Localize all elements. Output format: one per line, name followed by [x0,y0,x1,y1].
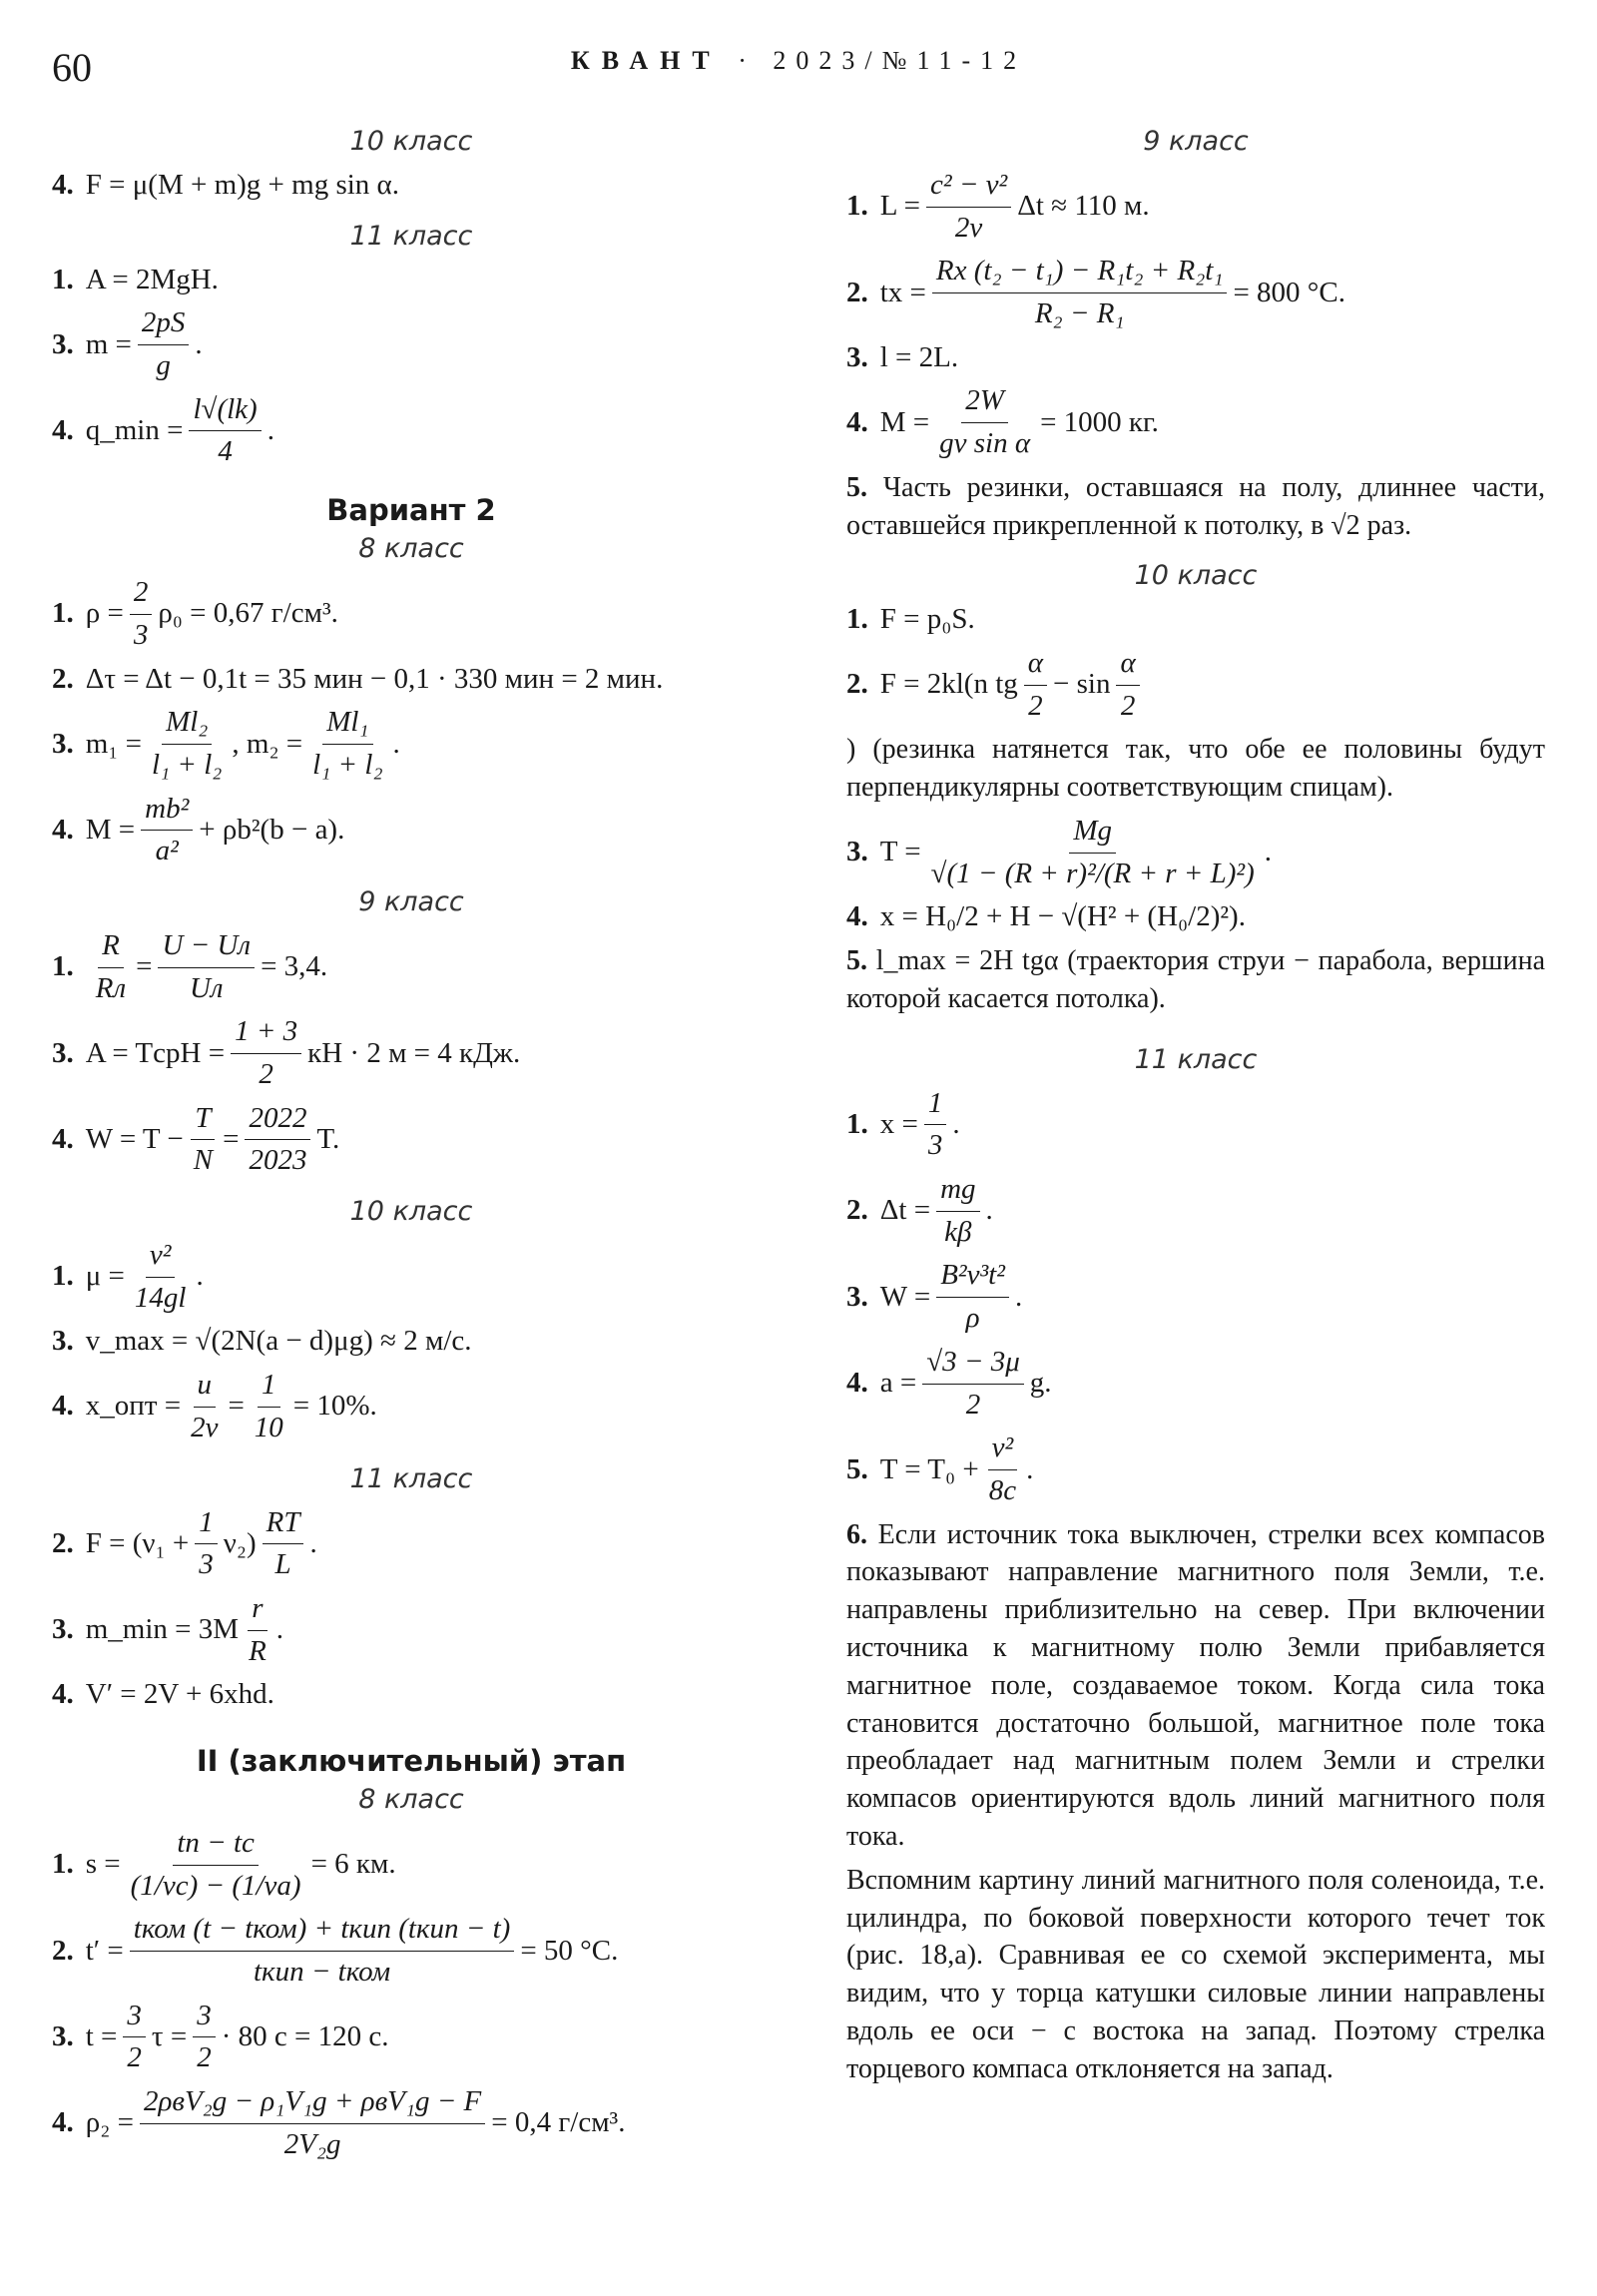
fraction: $\frac{\alpha}{2}$ [1116,645,1139,725]
fraction: $\frac{\text{c² − v²}}{2v}$ [926,167,1011,247]
answer: 3. m = $\frac{2pS}{g}$ . [52,304,771,384]
answer: 5. T = T₀ + $\frac{\text{v²}}{8c}$ . [846,1430,1545,1509]
answer: 4. x = H₀/2 + H − √(H² + (H₀/2)²). [846,900,1246,933]
answer: 1. F = p₀S. [846,603,975,636]
answer: 2. Δt = $\frac{mg}{k\beta}$ . [846,1171,1545,1251]
fraction: $\frac{\text{Rx (t₂ − t₁) − R₁t₂ + R₂t₁}}{\text{R₂ − R₁}}$ [932,253,1228,332]
fraction: $\frac{mg}{k\beta}$ [936,1171,979,1251]
section-heading: 11 класс [349,1462,473,1494]
section-heading: 10 класс [349,126,473,157]
answer: 4. ρ₂ = $\frac{\text{2ρвV₂g − ρ₁V₁g + ρвV₁g − F}}{\text{2V₂g}}$ = 0,4 г/см³. [52,2083,771,2163]
answer: 2. F = (ν₁ + $\frac{1}{3}$ ν₂) $\frac{RT}{L}$ . [52,1504,771,1584]
section-heading: 8 класс [358,533,464,565]
journal-title [0,46,1597,76]
answer: 4. q_min = $\frac{l√(lk)}{4}$ . [52,391,771,471]
answer: 3. t = $\frac{3}{2}$ τ = $\frac{3}{2}$ · 80 с = 120 с. [52,1998,771,2077]
answer: 4. M = $\frac{\text{mb²}}{\text{a²}}$ + ρb²(b − a). [52,791,771,870]
fraction: $\frac{\text{B²v³t²}}{\rho}$ [936,1257,1009,1337]
answer: 2. t′ = $\frac{\text{tком (t − tком) + tкип (tкип − t)}}{\text{tкип − tком}}$ = 50 °С. [52,1911,771,1991]
answer: 5. Часть резинки, оставшаяся на полу, длиннее части, оставшейся прикрепленной к потолку, в √2 раз. [846,471,1546,541]
fraction: $\frac{2pS}{g}$ [138,304,190,384]
fraction: $\frac{1}{3}$ [195,1504,218,1584]
answer: 1. L = $\frac{\text{c² − v²}}{2v}$ Δt ≈ 110 м. [846,167,1545,247]
fraction: $\frac{1 + 3}{2}$ [231,1013,301,1093]
fraction: $\frac{√3 - 3\mu}{2}$ [922,1344,1024,1424]
answer: 4. x_опт = $\frac{u}{2v}$ = $\frac{1}{10}$ = 10%. [52,1367,771,1446]
answer: 1. ρ = $\frac{2}{3}$ ρ₀ = 0,67 г/см³. [52,574,771,654]
answer: 2. F = 2kl(n tg $\frac{\alpha}{2}$ − sin $\frac{\alpha}{2}$ [846,645,1545,725]
answer: 6. Если источник тока выключен, стрелки всех компасов показывают направление магнитного поля Земли, т.е. направлены приблизительно на север. При включении источника к магнитному полю Земли прибавляется магнитное поле, создаваемое током. Когда сила тока становится достаточно большой, магнитное поле тока преобладает над магнитным полем Земли и стрелки компасов ориентируются вдоль линий магнитного поля тока. [846,1518,1546,1852]
fraction: $\frac{l√(lk)}{4}$ [189,391,261,471]
fraction: $\frac{Mg}{\text{√(1 − (R + r)²/(R + r + L)²)}}$ [930,815,1255,889]
answer: 2. Δτ = Δt − 0,1t = 35 мин − 0,1 · 330 мин = 2 мин. [52,662,664,695]
answer: 3. v_max = √(2N(a − d)μg) ≈ 2 м/с. [52,1325,472,1358]
answer: 3. m₁ = $\frac{\text{Ml₂}}{\text{l₁ + l₂}}$ , m₂ = $\frac{\text{Ml₁}}{\text{l₁ + l₂}}$ . [52,704,771,784]
fraction: $\frac{\text{Ml₁}}{\text{l₁ + l₂}}$ [312,706,383,781]
fraction: $\frac{\text{Ml₂}}{\text{l₁ + l₂}}$ [152,706,223,781]
fraction: $\frac{3}{2}$ [193,1998,216,2077]
journal-issue: · 2023/№11-12 [738,46,1027,75]
answer: 5. l_max = 2H tgα (траектория струи − парабола, вершина которой касается потолка). [846,945,1546,1014]
answer: 4. a = $\frac{√3 - 3\mu}{2}$ g. [846,1344,1545,1424]
section-heading: 9 класс [1143,126,1249,157]
fraction: $\frac{\text{v²}}{8c}$ [988,1432,1017,1506]
fraction: $\frac{3}{2}$ [123,1998,146,2077]
section-heading: 9 класс [358,885,464,917]
left-column [52,110,771,2169]
fraction: $\frac{r}{R}$ [249,1591,266,1667]
section-heading: 11 класс [349,220,473,252]
fraction: $\frac{\text{v²}}{14gl}$ [134,1239,187,1314]
stage-heading: II (заключительный) этап [196,1743,627,1778]
fraction: $\frac{tп - tс}{(1/vс) - (1/vа)}$ [130,1826,301,1902]
fraction: $\frac{RT}{L}$ [263,1504,304,1584]
fraction: $\frac{\text{mb²}}{\text{a²}}$ [141,791,193,870]
answer: 2. tx = $\frac{\text{Rx (t₂ − t₁) − R₁t₂ + R₂t₁}}{\text{R₂ − R₁}}$ = 800 °С. [846,253,1545,332]
answer: 4. W = T − $\frac{T}{N}$ = $\frac{2022}{2023}$ T. [52,1100,771,1180]
page-number: 60 [52,45,92,90]
section-heading: 11 класс [1134,1043,1258,1075]
fraction: $\frac{T}{N}$ [190,1100,217,1180]
journal-name: КВАНТ [570,46,722,75]
answer: 3. m_min = 3M $\frac{r}{R}$ . [52,1590,771,1670]
fraction: $\frac{2W}{\text{gv sin α}}$ [939,384,1031,460]
answer: 3. W = $\frac{\text{B²v³t²}}{\rho}$ . [846,1257,1545,1337]
fraction: $\frac{2022}{2023}$ [245,1100,310,1180]
right-column [846,110,1545,2094]
variant-heading: Вариант 2 [326,493,496,528]
answer: 1. x = $\frac{1}{3}$ . [846,1085,1545,1165]
fraction: $\frac{2}{3}$ [130,574,153,654]
answer: 4. V′ = 2V + 6xhd. [52,1678,274,1711]
fraction: $\frac{U - Uл}{Uл}$ [158,927,255,1007]
answer: 1. μ = $\frac{\text{v²}}{14gl}$ . [52,1237,771,1317]
section-heading: 8 класс [358,1783,464,1815]
fraction: $\frac{R}{Rл}$ [95,928,127,1004]
answer: 4. M = $\frac{2W}{\text{gv sin α}}$ = 1000 кг. [846,382,1545,462]
answer: 3. A = TсрH = $\frac{1 + 3}{2}$ кН · 2 м = 4 кДж. [52,1013,771,1093]
answer: 1. A = 2MgH. [52,263,219,295]
fraction: $\frac{\text{2ρвV₂g − ρ₁V₁g + ρвV₁g − F}}{\text{2V₂g}}$ [140,2083,485,2163]
fraction: $\frac{1}{10}$ [254,1369,283,1443]
page-header [0,0,1597,120]
answer: 1. s = $\frac{tп - tс}{(1/vс) - (1/vа)}$ = 6 км. [52,1825,771,1905]
answer-paragraph: Вспомним картину линий магнитного поля соленоида, т.е. цилиндра, по боковой поверхности которого течет ток (рис. 18,а). Сравнивая ее со схемой эксперимента, мы видим, что у торца катушки силовые линии направлены вдоль ее оси − с востока на запад. Поэтому стрелка торцевого компаса отклоняется на запад. [846,1864,1545,2084]
section-heading: 10 класс [349,1196,473,1228]
answer: 1. $\frac{R}{Rл}$ = $\frac{U - Uл}{Uл}$ = 3,4. [52,927,771,1007]
answer: 4. F = μ(M + m)g + mg sin α. [52,169,399,201]
fraction: $\frac{\alpha}{2}$ [1024,645,1047,725]
section-heading: 10 класс [1134,560,1258,592]
fraction: $\frac{1}{3}$ [924,1085,947,1165]
answer-continuation: ) (резинка натянется так, что обе ее половины будут перпендикулярны соответствующим спицам). [846,734,1545,804]
fraction: $\frac{u}{2v}$ [191,1369,219,1443]
fraction: $\frac{\text{tком (t − tком) + tкип (tкип − t)}}{\text{tкип − tком}}$ [130,1911,515,1991]
answer: 3. l = 2L. [846,340,959,373]
answer: 3. T = $\frac{Mg}{\text{√(1 − (R + r)²/(R + r + L)²)}}$ . [846,813,1545,892]
